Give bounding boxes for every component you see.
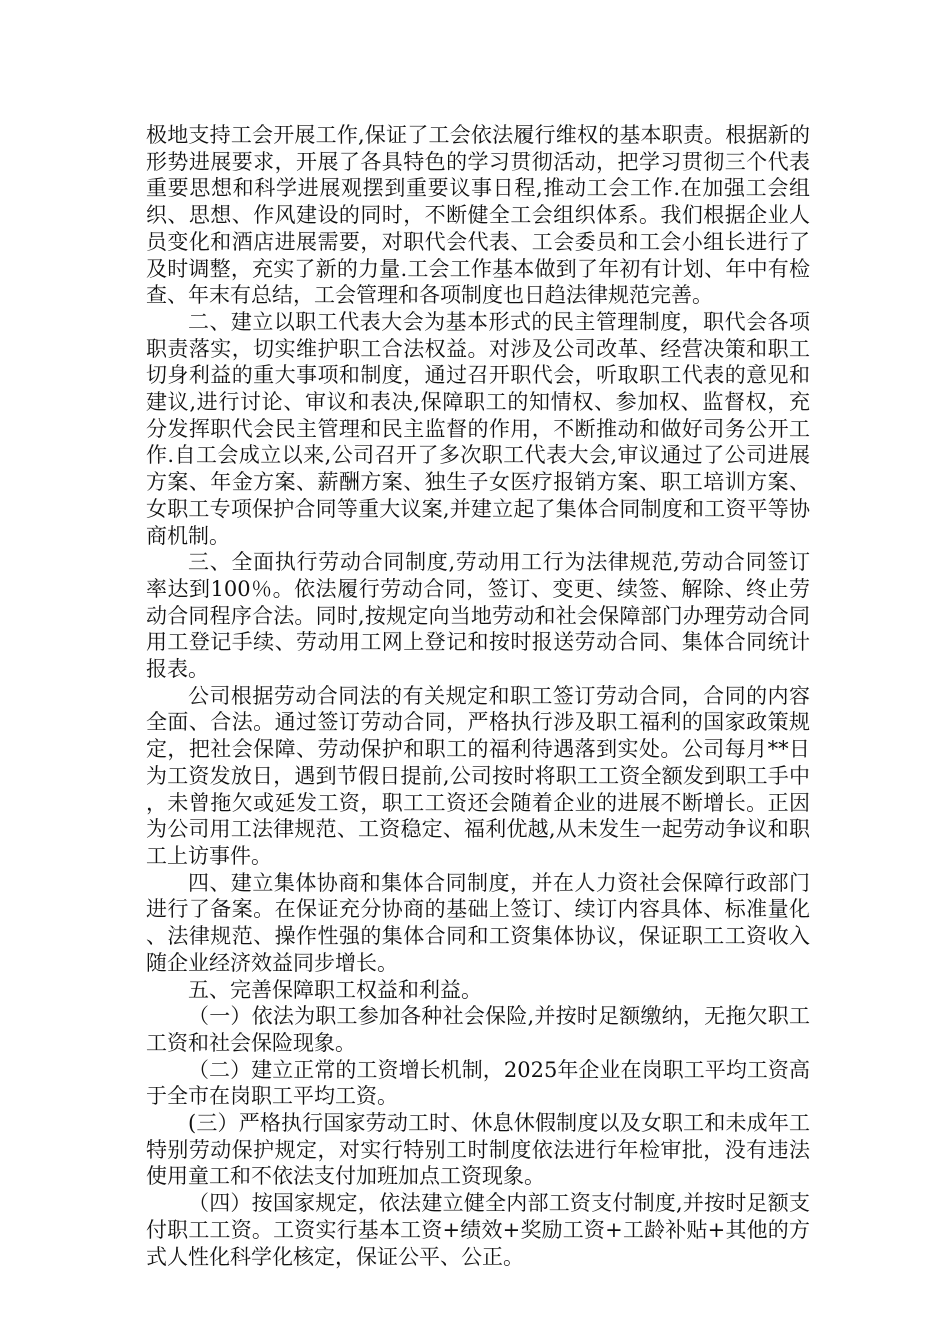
paragraph-3: 三、全面执行劳动合同制度,劳动用工行为法律规范,劳动合同签订率达到100％。依法履行劳动合同，签订、变更、续签、解除、终止劳动合同程序合法。同时,按规定向当地劳动和社会保障部门办理劳动合同用工登记手续、劳动用工网上登记和按时报送劳动合同、集体合同统计报表。 — [146, 550, 810, 682]
paragraph-8: （二）建立正常的工资增长机制，2025年企业在岗职工平均工资高于全市在岗职工平均工资。 — [146, 1057, 810, 1109]
paragraph-6: 五、完善保障职工权益和利益。 — [188, 977, 482, 1002]
paragraph-7: （一）依法为职工参加各种社会保险,并按时足额缴纳，无拖欠职工工资和社会保险现象。 — [146, 1004, 810, 1055]
paragraph-9: (三）严格执行国家劳动工时、休息休假制度以及女职工和未成年工特别劳动保护规定，对实行特别工时制度依法进行年检审批，没有违法使用童工和不依法支付加班加点工资现象。 — [146, 1111, 810, 1189]
paragraph-10: （四）按国家规定，依法建立健全内部工资支付制度,并按时足额支付职工工资。工资实行基本工资+绩效+奖励工资+工龄补贴+其他的方式人性化科学化核定，保证公平、公正。 — [146, 1191, 810, 1269]
paragraph-4: 公司根据劳动合同法的有关规定和职工签订劳动合同，合同的内容全面、合法。通过签订劳动合同，严格执行涉及职工福利的国家政策规定，把社会保障、劳动保护和职工的福利待遇落到实处。公司每月**日为工资发放日，遇到节假日提前,公司按时将职工工资全额发到职工手中，未曾拖欠或延发工资，职工工资还会随着企业的进展不断增长。正因为公司用工法律规范、工资稳定、福利优越,从未发生一起劳动争议和职工上访事件。 — [146, 683, 810, 868]
document-body — [146, 122, 810, 1270]
paragraph-1: 极地支持工会开展工作,保证了工会依法履行维权的基本职责。根据新的形势进展要求，开展了各具特色的学习贯彻活动，把学习贯彻三个代表重要思想和科学进展观摆到重要议事日程,推动工会工作.在加强工会组织、思想、作风建设的同时，不断健全工会组织体系。我们根据企业人员变化和酒店进展需要，对职代会代表、工会委员和工会小组长进行了及时调整，充实了新的力量.工会工作基本做到了年初有计划、年中有检查、年末有总结，工会管理和各项制度也日趋法律规范完善。 — [146, 123, 810, 308]
paragraph-5: 四、建立集体协商和集体合同制度，并在人力资社会保障行政部门进行了备案。在保证充分协商的基础上签订、续订内容具体、标准量化、法律规范、操作性强的集体合同和工资集体协议，保证职工工资收入随企业经济效益同步增长。 — [146, 870, 810, 975]
paragraph-2: 二、建立以职工代表大会为基本形式的民主管理制度，职代会各项职责落实，切实维护职工合法权益。对涉及公司改革、经营决策和职工切身利益的重大事项和制度，通过召开职代会，听取职工代表的意见和建议,进行讨论、审议和表决,保障职工的知情权、参加权、监督权，充分发挥职代会民主管理和民主监督的作用，不断推动和做好司务公开工作.自工会成立以来,公司召开了多次职工代表大会,审议通过了公司进展方案、年金方案、薪酬方案、独生子女医疗报销方案、职工培训方案、女职工专项保护合同等重大议案,并建立起了集体合同制度和工资平等协商机制。 — [146, 309, 810, 548]
